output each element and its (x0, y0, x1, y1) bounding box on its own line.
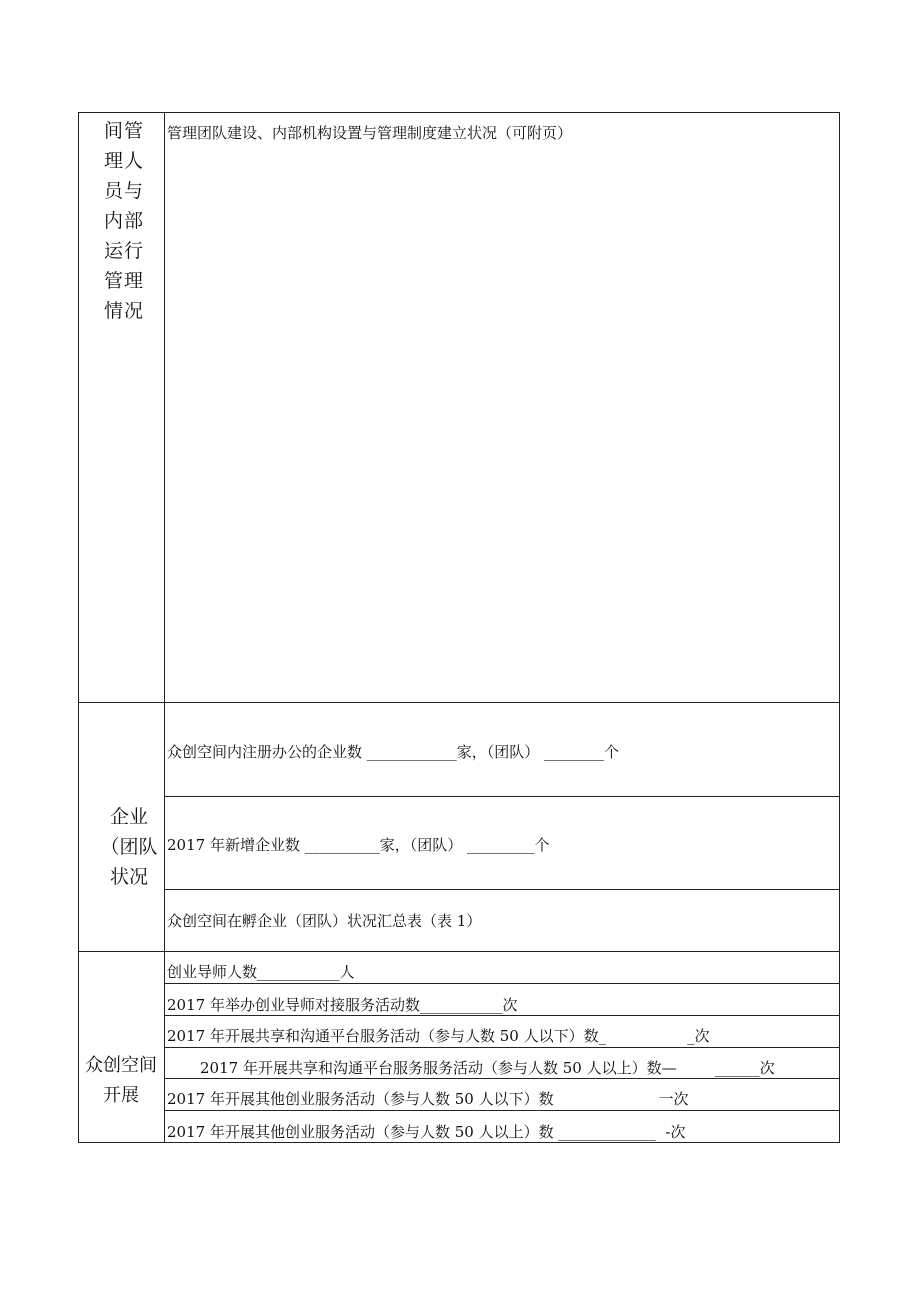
label-line: 管理 (104, 270, 145, 292)
enterprise-section-label (88, 802, 170, 892)
management-section-label (104, 116, 166, 326)
label-line: 运行 (104, 240, 145, 262)
table-top-border (78, 112, 840, 113)
label-line: 企业 (109, 806, 148, 828)
row-divider (164, 983, 840, 984)
label-line: 理人 (104, 150, 145, 172)
section-divider (78, 951, 840, 952)
service-row[interactable]: 2017 年开展共享和沟通平台服务活动（参与人数 50 人以下）数_ _次 (167, 1027, 710, 1045)
label-line: 情况 (104, 300, 145, 322)
table-bottom-border (78, 1142, 840, 1143)
management-content-field[interactable]: 管理团队建设、内部机构设置与管理制度建立状况（可附页） (167, 124, 573, 142)
label-line: 众创空间 (85, 1055, 157, 1076)
label-line: 员与 (104, 180, 145, 202)
label-line: 间管 (104, 120, 145, 142)
row-divider (164, 1110, 840, 1111)
label-line: （团队 (100, 836, 158, 858)
services-section-label (78, 1051, 164, 1111)
service-row[interactable]: 2017 年开展其他创业服务活动（参与人数 50 人以上）数 _____________ -次 (167, 1123, 686, 1141)
row-divider (164, 1047, 840, 1048)
application-form-table (78, 112, 840, 1143)
label-line: 内部 (104, 210, 145, 232)
row-divider (164, 889, 840, 890)
row-divider (164, 1015, 840, 1016)
registered-enterprise-count-row[interactable]: 众创空间内注册办公的企业数 ____________家，（团队） ________个 (167, 743, 620, 761)
label-line: 状况 (109, 866, 148, 888)
row-divider (164, 1078, 840, 1079)
row-divider (164, 796, 840, 797)
service-row[interactable]: 2017 年开展共享和沟通平台服务服务活动（参与人数 50 人以上）数— ______次 (200, 1059, 775, 1077)
section-divider (78, 702, 840, 703)
incubated-enterprise-summary-row[interactable]: 众创空间在孵企业（团队）状况汇总表（表 1） (167, 912, 482, 930)
label-line: 开展 (103, 1085, 139, 1106)
service-row[interactable]: 2017 年举办创业导师对接服务活动数___________次 (167, 996, 518, 1014)
table-right-border (839, 112, 840, 1143)
service-row[interactable]: 2017 年开展其他创业服务活动（参与人数 50 人以下）数 一次 (167, 1090, 689, 1108)
new-enterprise-count-row[interactable]: 2017 年新增企业数 __________家，（团队） _________个 (167, 836, 550, 854)
service-row[interactable]: 创业导师人数___________人 (167, 963, 355, 981)
table-left-border (78, 112, 79, 1143)
